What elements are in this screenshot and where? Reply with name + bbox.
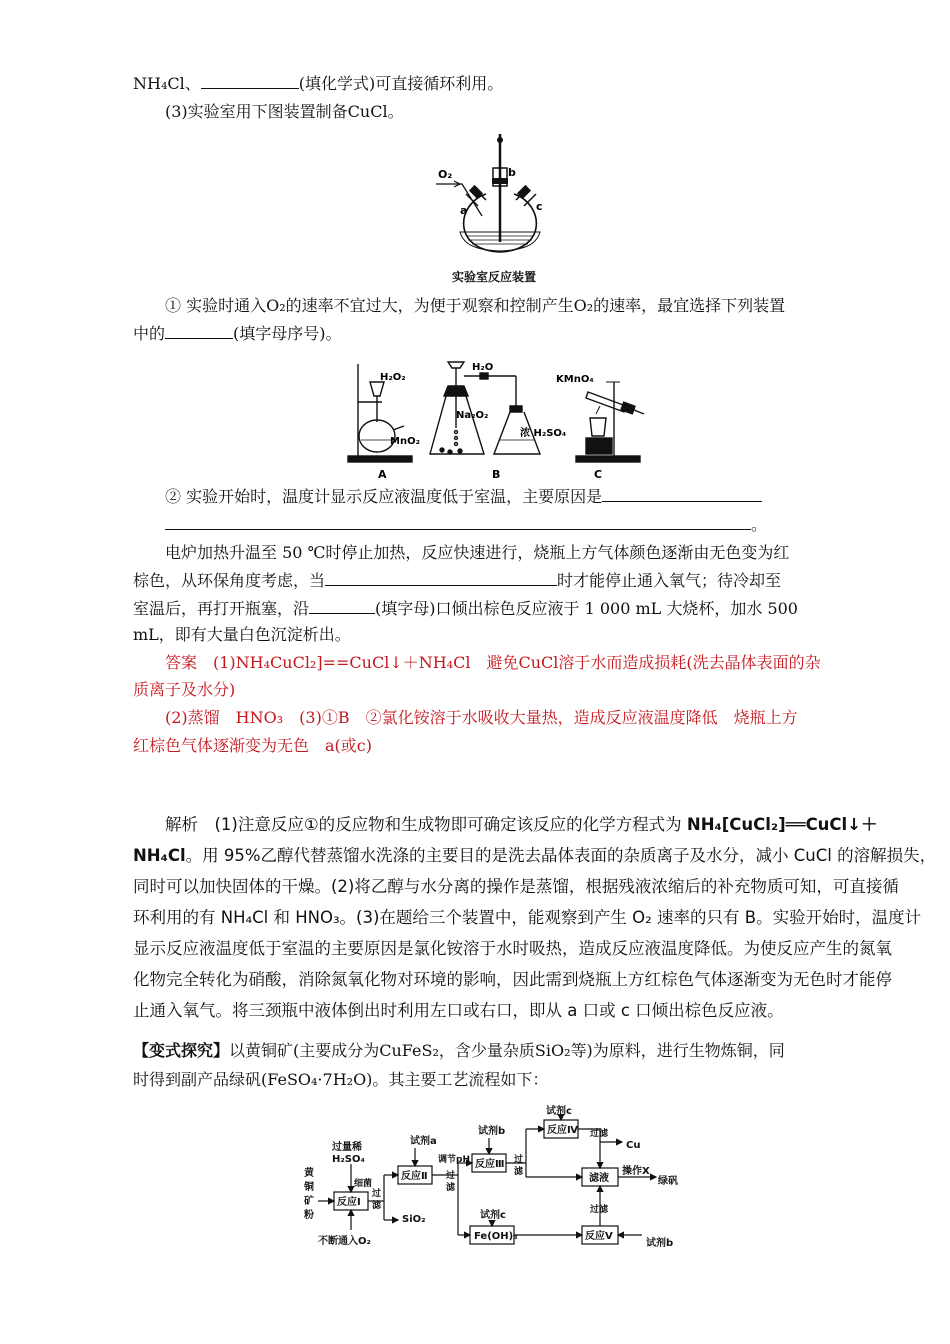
answer-line: 答案 (1)NH₄CuCl₂]==CuCl↓＋NH₄Cl 避免CuCl溶于水而造成损耗(洗去晶体表面的杂 bbox=[165, 653, 821, 672]
apparatus-c bbox=[576, 382, 644, 462]
text-line bbox=[165, 485, 762, 508]
text: 解析 (1)注意反应①的反应物和生成物即可确定该反应的化学方程式为 bbox=[165, 815, 687, 834]
figure-caption: 实验室反应装置 bbox=[452, 270, 537, 284]
analysis-line bbox=[165, 814, 878, 836]
apparatus-options-figure bbox=[344, 352, 648, 484]
feoh3-box: Fe(OH)₃ bbox=[474, 1231, 518, 1242]
fill-blank bbox=[309, 597, 375, 614]
text-line: ① 实验时通入O₂的速率不宜过大，为便于观察和控制产生O₂的速率，最宜选择下列装置 bbox=[165, 296, 786, 315]
reagent-c-label: 试剂c bbox=[546, 1106, 572, 1117]
h2so4-label: 浓 H₂SO₄ bbox=[520, 428, 567, 439]
port-b-label: b bbox=[508, 166, 516, 179]
port-a-label: a bbox=[460, 204, 468, 217]
h2o2-label: H₂O₂ bbox=[380, 372, 406, 383]
answer-line: (2)蒸馏 HNO₃ (3)①B ②氯化铵溶于水吸收大量热，造成反应液温度降低 烧瓶上方 bbox=[165, 708, 798, 727]
fill-blank bbox=[165, 513, 751, 530]
filter-label: 过 bbox=[446, 1171, 456, 1181]
fill-blank bbox=[165, 322, 233, 339]
filter-label: 过滤 bbox=[590, 1205, 609, 1215]
section-heading: 【变式探究】 bbox=[133, 1041, 230, 1060]
text-line: 时得到副产品绿矾(FeSO₄·7H₂O)。其主要工艺流程如下： bbox=[133, 1070, 549, 1089]
text: 中的 bbox=[133, 324, 166, 343]
fill-blank bbox=[325, 569, 557, 586]
operation-x-label: 操作X bbox=[622, 1166, 650, 1177]
port-c-label: c bbox=[536, 200, 543, 213]
analysis-line: 化物完全转化为硝酸，消除氮氧化物对环境的影响，因此需到烧瓶上方红棕色气体逐渐变为无色时才能停 bbox=[133, 970, 892, 989]
text: 以黄铜矿(主要成分为CuFeS₂，含少量杂质SiO₂等)为原料，进行生物炼铜，同 bbox=[229, 1041, 785, 1060]
kmno4-label: KMnO₄ bbox=[556, 374, 594, 385]
sio2-label: SiO₂ bbox=[402, 1214, 426, 1225]
analysis-line bbox=[133, 845, 936, 867]
text: (填字母)口倾出棕色反应液于 1 000 mL 大烧杯，加水 500 bbox=[375, 599, 798, 618]
ore-char: 黄 bbox=[304, 1168, 314, 1179]
reaction-3-box: 反应Ⅲ bbox=[475, 1159, 505, 1170]
analysis-line: 止通入氧气。将三颈瓶中液体倒出时利用左口或右口，即从 a 口或 c 口倾出棕色反应液。 bbox=[133, 1001, 784, 1020]
filter-label: 过 bbox=[372, 1189, 382, 1199]
reagent-b-label: 试剂b bbox=[478, 1126, 506, 1137]
text: 室温后，再打开瓶塞，沿 bbox=[133, 599, 310, 618]
text: (填化学式)可直接循环利用。 bbox=[298, 74, 504, 93]
label-a: A bbox=[378, 468, 387, 481]
filter-label: 滤 bbox=[372, 1201, 382, 1211]
bacteria-label: 细菌 bbox=[354, 1179, 373, 1189]
ore-char: 矿 bbox=[304, 1196, 314, 1207]
reaction-5-box: 反应Ⅴ bbox=[585, 1231, 613, 1242]
fill-blank bbox=[602, 485, 762, 502]
text-line bbox=[133, 1040, 785, 1062]
text-line bbox=[133, 597, 798, 620]
apparatus-b bbox=[430, 362, 540, 454]
reagent-c-label: 试剂c bbox=[480, 1210, 506, 1221]
text-line bbox=[165, 513, 767, 536]
equation: NH₄Cl bbox=[133, 846, 186, 865]
ph-label: 调节pH bbox=[438, 1155, 470, 1165]
na2o2-label: Na₂O₂ bbox=[456, 410, 489, 421]
text-line bbox=[133, 72, 503, 95]
filter-label: 过滤 bbox=[590, 1129, 609, 1139]
text: 。 bbox=[751, 515, 768, 534]
equation: NH₄[CuCl₂]══CuCl↓＋ bbox=[686, 815, 878, 834]
text: (填字母序号)。 bbox=[233, 324, 342, 343]
fill-blank bbox=[201, 72, 299, 89]
analysis-line: 环利用的有 NH₄Cl 和 HNO₃。(3)在题给三个装置中，能观察到产生 O₂ 速率的只有 B。实验开始时，温度计 bbox=[133, 908, 922, 927]
reagent-a-label: 试剂a bbox=[410, 1136, 437, 1147]
filtrate-box: 滤液 bbox=[589, 1173, 609, 1184]
acid-label: H₂SO₄ bbox=[332, 1154, 365, 1165]
answer-line: 红棕色气体逐渐变为无色 a(或c) bbox=[133, 736, 372, 755]
reaction-2-box: 反应Ⅱ bbox=[401, 1171, 428, 1182]
analysis-line: 同时可以加快固体的干燥。(2)将乙醇与水分离的操作是蒸馏，根据残液浓缩后的补充物质可知，可直接循 bbox=[133, 877, 899, 896]
reaction-1-box: 反应Ⅰ bbox=[337, 1197, 361, 1208]
green-vitriol-label: 绿矾 bbox=[658, 1176, 678, 1187]
analysis-line: 显示反应液温度低于室温的主要原因是氯化铵溶于水时吸热，造成反应液温度降低。为使反应产生的氮氧 bbox=[133, 939, 892, 958]
text: 。用 95%乙醇代替蒸馏水洗涤的主要目的是洗去晶体表面的杂质离子及水分，减小 CuCl 的溶解损失， bbox=[185, 846, 937, 865]
filter-label: 滤 bbox=[446, 1183, 456, 1193]
text-line bbox=[133, 569, 781, 592]
acid-label: 过量稀 bbox=[332, 1142, 362, 1153]
text-line: mL，即有大量白色沉淀析出。 bbox=[133, 625, 351, 644]
mno2-label: MnO₂ bbox=[390, 436, 420, 447]
reaction-apparatus-figure bbox=[432, 132, 562, 256]
text: 棕色，从环保角度考虑，当 bbox=[133, 571, 326, 590]
text-line bbox=[133, 322, 342, 345]
filter-label: 滤 bbox=[514, 1167, 524, 1177]
process-flow-diagram bbox=[300, 1102, 700, 1250]
text: 时才能停止通入氧气；待冷却至 bbox=[557, 571, 782, 590]
o2-feed-label: 不断通入O₂ bbox=[318, 1236, 371, 1247]
text-line: (3)实验室用下图装置制备CuCl。 bbox=[165, 102, 404, 121]
reaction-4-box: 反应Ⅳ bbox=[547, 1125, 578, 1136]
o2-label: O₂ bbox=[438, 168, 453, 181]
answer-line: 质离子及水分) bbox=[133, 680, 236, 699]
label-c: C bbox=[594, 468, 603, 481]
label-b: B bbox=[492, 468, 501, 481]
text-line: 电炉加热升温至 50 ℃时停止加热，反应快速进行，烧瓶上方气体颜色逐渐由无色变为红 bbox=[165, 543, 790, 562]
ore-char: 铜 bbox=[304, 1182, 314, 1193]
cu-label: Cu bbox=[626, 1140, 641, 1151]
text: NH₄Cl、 bbox=[133, 74, 201, 93]
reagent-b-label: 试剂b bbox=[646, 1238, 674, 1249]
text: ② 实验开始时，温度计显示反应液温度低于室温，主要原因是 bbox=[165, 487, 603, 506]
filter-label: 过 bbox=[514, 1155, 524, 1165]
ore-char: 粉 bbox=[304, 1210, 314, 1221]
h2o-label: H₂O bbox=[472, 362, 494, 373]
